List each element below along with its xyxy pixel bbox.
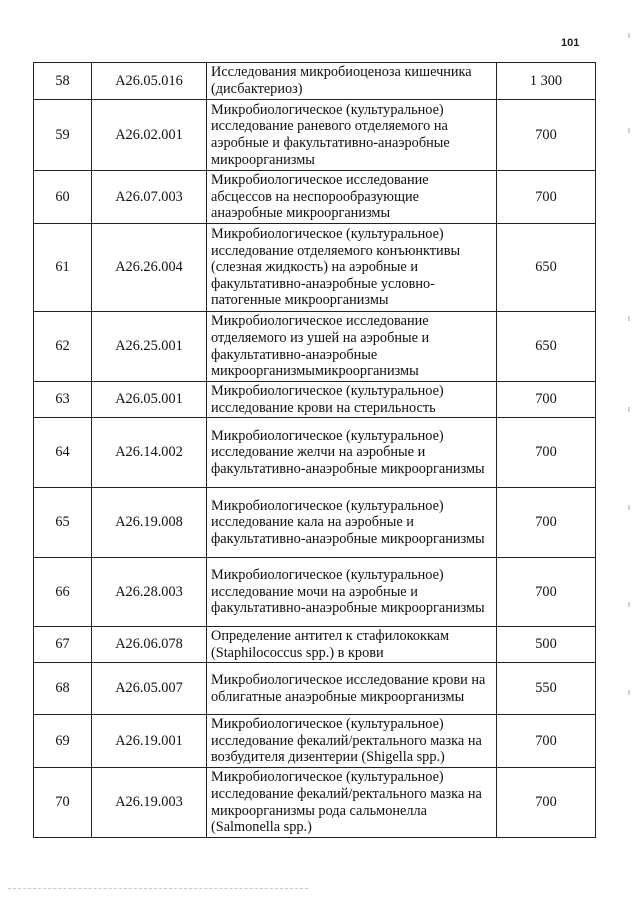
service-price: 700	[497, 488, 596, 558]
service-code: A26.26.004	[92, 224, 207, 312]
service-price: 700	[497, 768, 596, 838]
table-row	[34, 100, 596, 171]
service-price: 650	[497, 224, 596, 312]
service-description: Исследования микробиоценоза кишечника (дисбактериоз)	[207, 63, 497, 100]
service-code: A26.05.016	[92, 63, 207, 100]
scan-mark	[628, 690, 630, 695]
service-price: 500	[497, 627, 596, 663]
service-description: Микробиологическое (культуральное) исследование кала на аэробные и факультативно-анаэробные микроорганизмы	[207, 488, 497, 558]
price-table-body	[34, 63, 596, 838]
row-number: 63	[34, 382, 92, 418]
row-number: 60	[34, 171, 92, 224]
row-number: 66	[34, 558, 92, 627]
row-number: 59	[34, 100, 92, 171]
table-row	[34, 63, 596, 100]
service-description: Микробиологическое (культуральное) исследование раневого отделяемого на аэробные и факультативно-анаэробные микроорганизмы	[207, 100, 497, 171]
price-table	[33, 62, 596, 838]
service-code: A26.06.078	[92, 627, 207, 663]
service-description: Микробиологическое (культуральное) исследование крови на стерильность	[207, 382, 497, 418]
service-code: A26.19.003	[92, 768, 207, 838]
table-row	[34, 627, 596, 663]
service-code: A26.19.008	[92, 488, 207, 558]
service-code: A26.28.003	[92, 558, 207, 627]
service-price: 1 300	[497, 63, 596, 100]
row-number: 67	[34, 627, 92, 663]
row-number: 61	[34, 224, 92, 312]
footer-divider	[8, 888, 308, 889]
service-code: A26.05.001	[92, 382, 207, 418]
table-row	[34, 663, 596, 715]
scan-mark	[628, 602, 630, 607]
row-number: 64	[34, 418, 92, 488]
service-code: A26.02.001	[92, 100, 207, 171]
table-row	[34, 418, 596, 488]
service-description: Микробиологическое (культуральное) исследование фекалий/ректального мазка на возбудителя дизентерии (Shigella spp.)	[207, 715, 497, 768]
scan-mark	[628, 505, 630, 510]
service-price: 700	[497, 715, 596, 768]
row-number: 65	[34, 488, 92, 558]
service-description: Микробиологическое (культуральное) исследование мочи на аэробные и факультативно-анаэробные микроорганизмы	[207, 558, 497, 627]
row-number: 58	[34, 63, 92, 100]
scan-mark	[628, 316, 630, 321]
table-row	[34, 558, 596, 627]
row-number: 69	[34, 715, 92, 768]
page-number: 101	[561, 37, 580, 49]
service-price: 650	[497, 312, 596, 382]
table-row	[34, 224, 596, 312]
row-number: 68	[34, 663, 92, 715]
service-price: 700	[497, 558, 596, 627]
service-code: A26.14.002	[92, 418, 207, 488]
service-code: A26.07.003	[92, 171, 207, 224]
service-code: A26.25.001	[92, 312, 207, 382]
service-price: 700	[497, 171, 596, 224]
scan-mark	[628, 33, 630, 38]
service-description: Микробиологическое (культуральное) исследование желчи на аэробные и факультативно-анаэробные микроорганизмы	[207, 418, 497, 488]
service-price: 700	[497, 382, 596, 418]
service-price: 700	[497, 418, 596, 488]
table-row	[34, 768, 596, 838]
row-number: 70	[34, 768, 92, 838]
service-description: Микробиологическое исследование крови на облигатные анаэробные микроорганизмы	[207, 663, 497, 715]
service-description: Микробиологическое (культуральное) исследование отделяемого конъюнктивы (слезная жидкость) на аэробные и факультативно-анаэробные условно-патогенные микроорганизмы	[207, 224, 497, 312]
scan-mark	[628, 407, 630, 412]
table-row	[34, 488, 596, 558]
service-code: A26.19.001	[92, 715, 207, 768]
row-number: 62	[34, 312, 92, 382]
service-description: Микробиологическое исследование абсцессов на неспорообразующие анаэробные микроорганизмы	[207, 171, 497, 224]
service-price: 700	[497, 100, 596, 171]
service-price: 550	[497, 663, 596, 715]
service-description: Определение антител к стафилококкам (Staphilococcus spp.) в крови	[207, 627, 497, 663]
service-code: A26.05.007	[92, 663, 207, 715]
table-row	[34, 715, 596, 768]
service-description: Микробиологическое исследование отделяемого из ушей на аэробные и факультативно-анаэробные микроорганизмымикроорганизмы	[207, 312, 497, 382]
table-row	[34, 171, 596, 224]
table-row	[34, 312, 596, 382]
scan-mark	[628, 128, 630, 133]
service-description: Микробиологическое (культуральное) исследование фекалий/ректального мазка на микроорганизмы рода сальмонелла (Salmonella spp.)	[207, 768, 497, 838]
table-row	[34, 382, 596, 418]
